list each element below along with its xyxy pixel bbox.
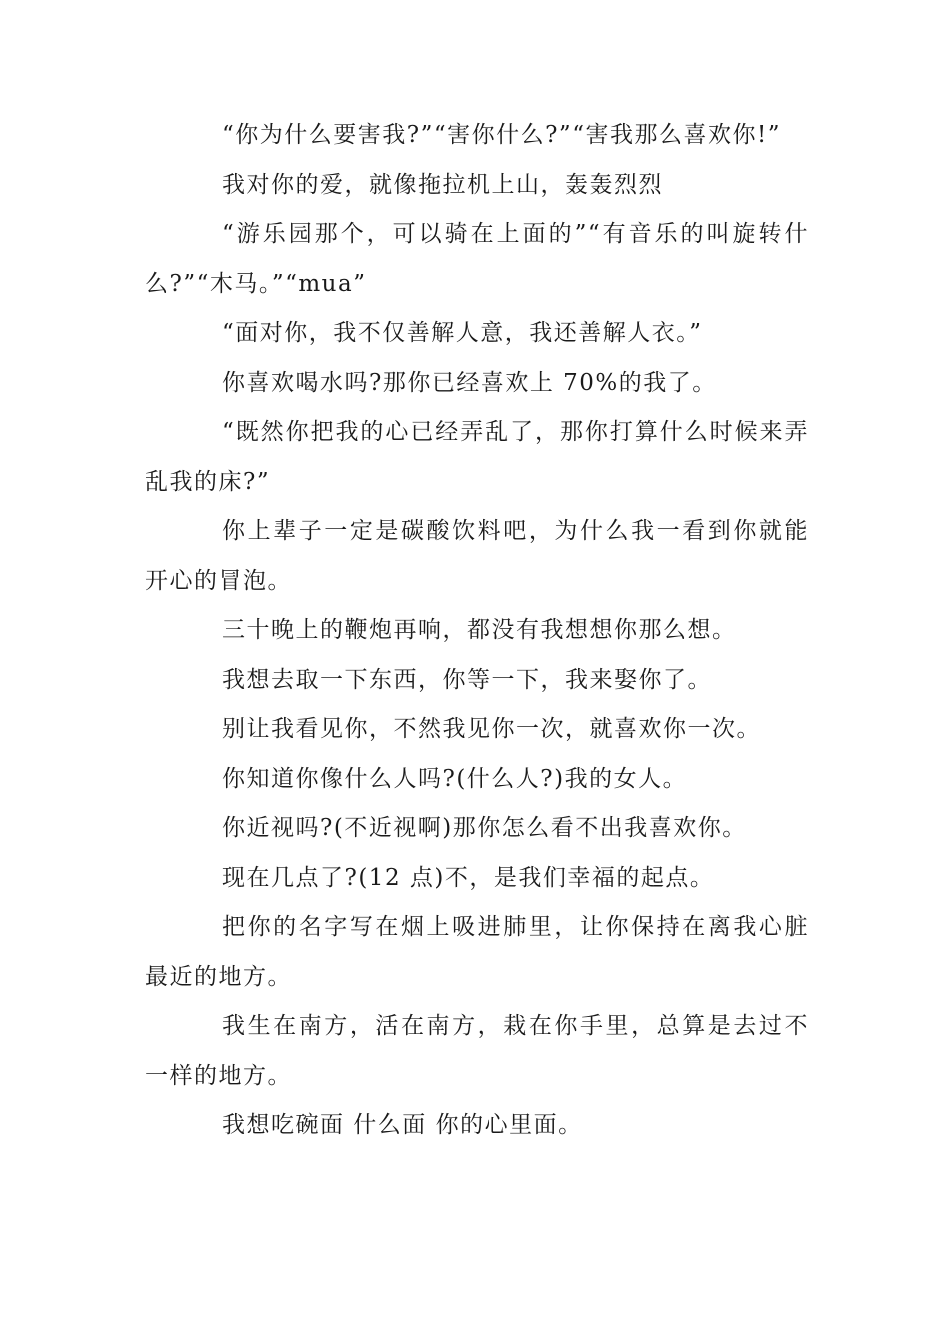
paragraph: 我想去取一下东西，你等一下，我来娶你了。 (222, 666, 712, 693)
paragraph: 我想吃碗面 什么面 你的心里面。 (222, 1112, 583, 1138)
paragraph: 你近视吗?(不近视啊)那你怎么看不出我喜欢你。 (222, 815, 747, 841)
paragraph: “游乐园那个，可以骑在上面的”“有音乐的叫旋转什么?”“木马。”“mua” (145, 221, 809, 297)
paragraph: 现在几点了?(12 点)不，是我们幸福的起点。 (222, 864, 715, 891)
paragraph: 我生在南方，活在南方，栽在你手里，总算是去过不一样的地方。 (145, 1013, 809, 1089)
paragraph: “既然你把我的心已经弄乱了，那你打算什么时候来弄乱我的床?” (145, 419, 809, 495)
paragraph: “面对你，我不仅善解人意，我还善解人衣。” (222, 320, 703, 346)
paragraph: 把你的名字写在烟上吸进肺里，让你保持在离我心脏最近的地方。 (145, 914, 809, 990)
paragraph: 我对你的爱，就像拖拉机上山，轰轰烈烈 (222, 171, 663, 198)
paragraph: 你上辈子一定是碳酸饮料吧，为什么我一看到你就能开心的冒泡。 (145, 518, 809, 594)
paragraph: 别让我看见你，不然我见你一次，就喜欢你一次。 (222, 716, 761, 742)
paragraph: 你知道你像什么人吗?(什么人?)我的女人。 (222, 765, 688, 792)
paragraph: “你为什么要害我?”“害你什么?”“害我那么喜欢你!” (222, 122, 781, 148)
paragraph: 三十晚上的鞭炮再响，都没有我想想你那么想。 (222, 617, 737, 643)
document-body (145, 111, 809, 1151)
paragraph: 你喜欢喝水吗?那你已经喜欢上 70%的我了。 (222, 369, 717, 396)
